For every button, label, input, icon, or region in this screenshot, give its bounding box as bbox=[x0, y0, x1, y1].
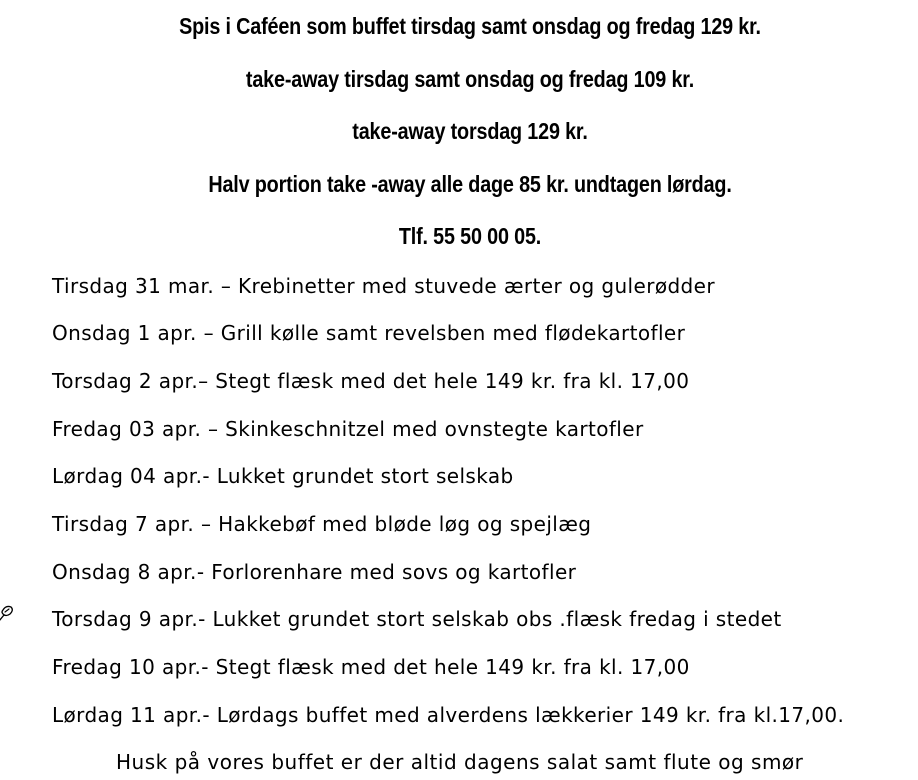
header-price-takeaway: take-away tirsdag samt onsdag og fredag 109 kr. bbox=[245, 66, 695, 92]
header-price-takeaway-thursday: take-away torsdag 129 kr. bbox=[352, 118, 588, 144]
list-item: Onsdag 1 apr. – Grill kølle samt revelsben med flødekartofler bbox=[52, 321, 686, 345]
footer-note: Husk på vores buffet er der altid dagens salat samt flute og smør bbox=[116, 750, 804, 774]
list-item: Tirsdag 7 apr. – Hakkebøf med bløde løg og spejlæg bbox=[52, 512, 592, 536]
list-item: Torsdag 2 apr.– Stegt flæsk med det hele 149 kr. fra kl. 17,00 bbox=[52, 369, 690, 393]
header-phone: Tlf. 55 50 00 05. bbox=[398, 223, 542, 249]
list-item: Lørdag 11 apr.- Lørdags buffet med alverdens lækkerier 149 kr. fra kl.17,00. bbox=[52, 703, 845, 727]
header-half-portion: Halv portion take -away alle dage 85 kr. undtagen lørdag. bbox=[208, 171, 732, 197]
list-item: Onsdag 8 apr.- Forlorenhare med sovs og kartofler bbox=[52, 560, 577, 584]
pin-icon bbox=[0, 602, 16, 624]
list-item: Torsdag 9 apr.- Lukket grundet stort selskab obs .flæsk fredag i stedet bbox=[52, 607, 782, 631]
list-item: Fredag 03 apr. – Skinkeschnitzel med ovnstegte kartofler bbox=[52, 417, 644, 441]
header-price-buffet: Spis i Caféen som buffet tirsdag samt onsdag og fredag 129 kr. bbox=[179, 13, 761, 39]
list-item: Tirsdag 31 mar. – Krebinetter med stuvede ærter og gulerødder bbox=[52, 274, 715, 298]
list-item: Lørdag 04 apr.- Lukket grundet stort selskab bbox=[52, 464, 514, 488]
list-item: Fredag 10 apr.- Stegt flæsk med det hele 149 kr. fra kl. 17,00 bbox=[52, 655, 690, 679]
